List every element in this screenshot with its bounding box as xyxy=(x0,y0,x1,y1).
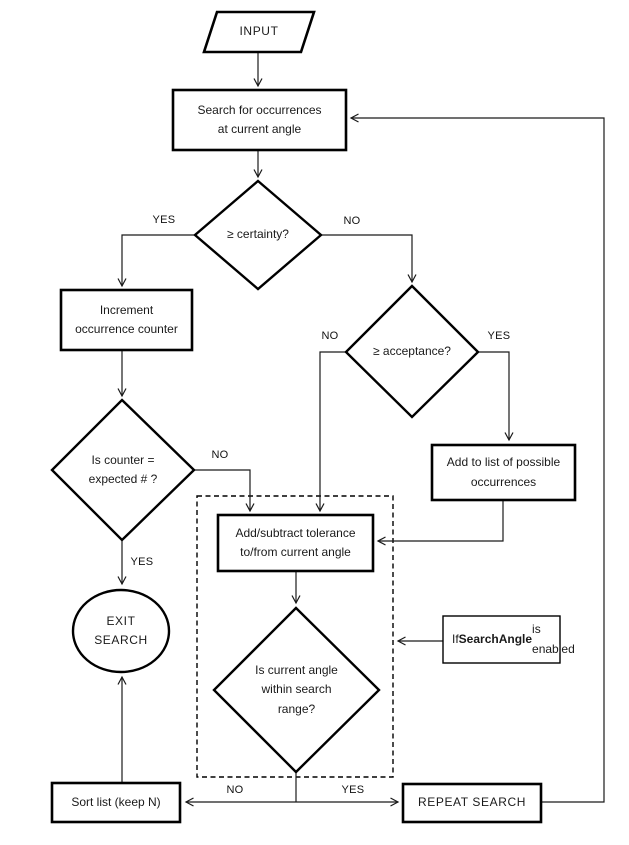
search-angle-note-box xyxy=(443,616,560,663)
range-diamond xyxy=(214,608,379,772)
edge-certainty-yes xyxy=(122,235,197,286)
exit-search-ellipse xyxy=(73,590,169,672)
input-label: INPUT xyxy=(239,24,279,39)
edge-acceptance-no xyxy=(320,352,346,511)
certainty-label: ≥ certainty? xyxy=(227,227,289,242)
add-list-box xyxy=(432,445,575,500)
acceptance-diamond xyxy=(346,286,478,417)
range-label: Is current angle within search range? xyxy=(255,663,338,716)
range-no-label: NO xyxy=(226,784,244,796)
note-text-pre: If xyxy=(452,631,459,646)
edge-addlist-to-tolerance xyxy=(378,500,503,541)
certainty-yes-label: YES xyxy=(152,214,176,226)
input-parallelogram xyxy=(204,12,314,52)
edge-acceptance-yes xyxy=(478,352,509,440)
acceptance-no-label: NO xyxy=(321,330,339,342)
certainty-no-label: NO xyxy=(343,215,361,227)
counter-no-label: NO xyxy=(211,449,229,461)
repeat-search-box xyxy=(403,784,541,822)
search-box xyxy=(173,90,346,150)
sort-list-box xyxy=(52,783,180,822)
add-tolerance-box xyxy=(218,515,373,571)
range-yes-label: YES xyxy=(341,784,365,796)
note-text-post: is enabled xyxy=(532,621,575,656)
counter-yes-label: YES xyxy=(130,556,154,568)
increment-label: Increment occurrence counter xyxy=(75,302,178,336)
acceptance-yes-label: YES xyxy=(487,330,511,342)
acceptance-label: ≥ acceptance? xyxy=(373,343,451,358)
edge-counter-no xyxy=(194,470,250,511)
search-label: Search for occurrences at current angle xyxy=(197,102,322,136)
exit-search-label: EXIT SEARCH xyxy=(94,613,148,647)
counter-diamond xyxy=(52,400,194,540)
add-tolerance-label: Add/subtract tolerance to/from current angle xyxy=(235,525,356,559)
sort-list-label: Sort list (keep N) xyxy=(71,794,161,809)
certainty-diamond xyxy=(195,181,321,289)
add-list-label: Add to list of possible occurrences xyxy=(446,455,561,489)
edge-certainty-no xyxy=(320,235,412,282)
counter-label: Is counter = expected # ? xyxy=(88,452,158,486)
increment-box xyxy=(61,290,192,350)
note-text-bold: SearchAngle xyxy=(458,631,533,646)
repeat-search-label: REPEAT SEARCH xyxy=(417,795,527,810)
